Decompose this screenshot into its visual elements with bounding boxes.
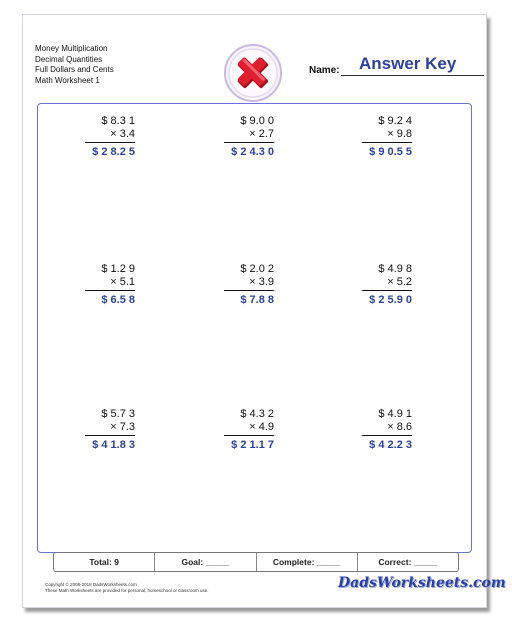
answer-line <box>224 142 274 143</box>
correct-field: Correct: _____ <box>378 557 438 567</box>
score-bar <box>53 552 459 572</box>
goal-field: Goal: _____ <box>155 553 256 571</box>
copyright-line: Copyright © 2008-2018 DadsWorksheets.com <box>45 582 137 587</box>
answer: $ 9 0.5 5 <box>369 146 412 158</box>
multiplier: × 8.6 <box>387 421 412 433</box>
multiplier: × 5.1 <box>110 276 135 288</box>
answer: $ 4 1.8 3 <box>92 439 135 451</box>
answer-key-label: Answer Key <box>359 54 457 73</box>
dadsworksheets-logo[interactable]: DadsWorksheets.com <box>338 575 506 591</box>
answer-line <box>85 290 135 291</box>
multiplicand: $ 4.3 2 <box>240 408 274 420</box>
answer: $ 4 2.2 3 <box>369 439 412 451</box>
title-line: Decimal Quantities <box>35 54 103 64</box>
name-line <box>341 75 484 76</box>
multiplicand: $ 5.7 3 <box>101 408 135 420</box>
answer: $ 2 8.2 5 <box>92 146 135 158</box>
answer: $ 7.8 8 <box>240 294 274 306</box>
answer-line <box>85 435 135 436</box>
name-label: Name: <box>309 65 340 76</box>
multiplicand: $ 8.3 1 <box>101 115 135 127</box>
multiplicand: $ 4.9 1 <box>378 408 412 420</box>
multiplicand: $ 1.2 9 <box>101 263 135 275</box>
problems-frame <box>37 103 472 553</box>
answer: $ 2 1.1 7 <box>231 439 274 451</box>
multiplier: × 2.7 <box>249 128 274 140</box>
title-line: Full Dollars and Cents <box>35 65 114 74</box>
answer-line <box>362 142 412 143</box>
answer: $ 6.5 8 <box>101 294 135 306</box>
answer-line <box>362 290 412 291</box>
title-line: Math Worksheet 1 <box>35 75 100 85</box>
multiplicand: $ 4.9 8 <box>378 263 412 275</box>
title-line: Money Multiplication <box>35 44 108 53</box>
answer-line <box>362 435 412 436</box>
multiplicand: $ 9.0 0 <box>240 115 274 127</box>
answer: $ 2 5.9 0 <box>369 294 412 306</box>
answer-line <box>85 142 135 143</box>
multiplier: × 3.9 <box>249 276 274 288</box>
answer-line <box>224 290 274 291</box>
multiplier: × 4.9 <box>249 421 274 433</box>
complete-field: Complete: _____ <box>257 553 358 571</box>
multiplier: × 7.3 <box>110 421 135 433</box>
usage-line: These Math Worksheets are provided for personal, homeschool or classroom use. <box>45 588 209 593</box>
multiplier: × 5.2 <box>387 276 412 288</box>
multiplicand: $ 9.2 4 <box>378 115 412 127</box>
multiplicand: $ 2.0 2 <box>240 263 274 275</box>
copyright-notice <box>45 582 209 594</box>
red-x-icon <box>223 43 283 103</box>
worksheet-page <box>22 14 506 608</box>
answer-line <box>224 435 274 436</box>
answer: $ 2 4.3 0 <box>231 146 274 158</box>
multiplier: × 9.8 <box>387 128 412 140</box>
total-count: Total: 9 <box>54 553 155 571</box>
worksheet-title <box>35 44 114 86</box>
multiplier: × 3.4 <box>110 128 135 140</box>
